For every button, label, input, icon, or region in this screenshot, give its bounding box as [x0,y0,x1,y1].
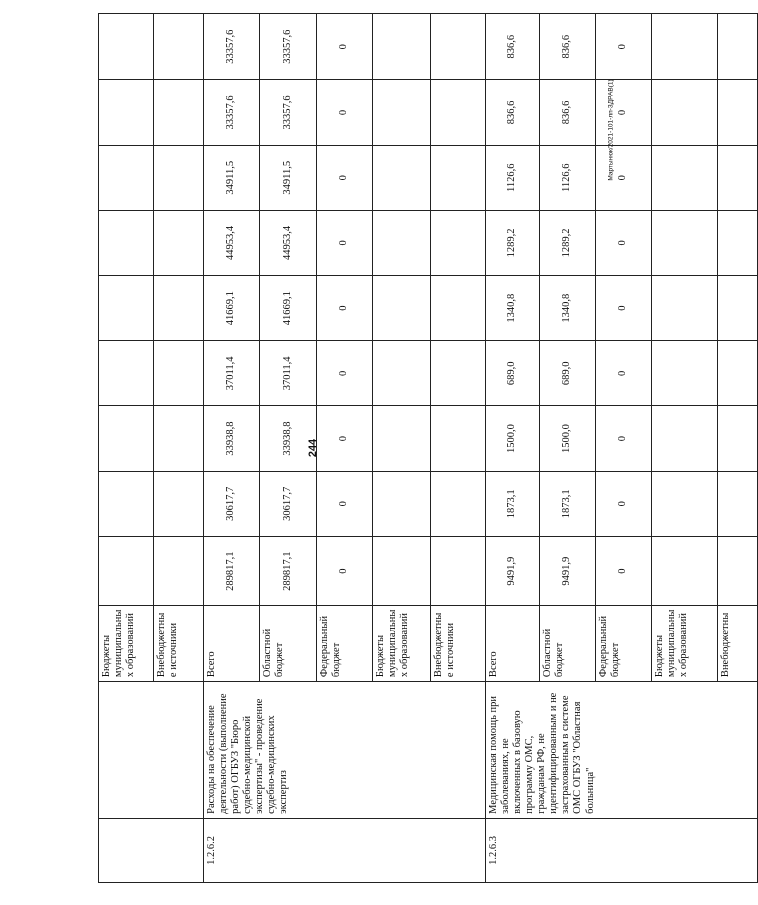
amount-cell [99,471,154,536]
amount-cell: 1873,1 [540,471,596,536]
funding-source: Внебюджетны [718,606,758,682]
amount-cell [431,145,486,210]
amount-cell: 44953,4 [204,210,260,275]
amount-cell: 0 [596,80,652,145]
amount-cell: 0 [317,471,373,536]
amount-cell [431,471,486,536]
amount-cell [652,341,718,406]
amount-cell [99,536,154,605]
amount-cell: 33938,8 [260,406,317,471]
amount-cell: 0 [317,406,373,471]
amount-cell: 836,6 [540,80,596,145]
amount-cell: 34911,5 [260,145,317,210]
funding-source: Всего [204,606,260,682]
amount-cell [373,406,431,471]
table-row [204,14,260,883]
page-number: 244 [307,438,319,458]
amount-cell [652,210,718,275]
amount-cell: 30617,7 [204,471,260,536]
amount-cell [373,80,431,145]
amount-cell [373,210,431,275]
amount-cell [99,80,154,145]
amount-cell [431,210,486,275]
amount-cell: 0 [596,536,652,605]
amount-cell: 1500,0 [540,406,596,471]
amount-cell [154,80,204,145]
amount-cell: 289817,1 [260,536,317,605]
table-row [486,14,540,883]
amount-cell [154,14,204,80]
amount-cell [718,406,758,471]
amount-cell [154,536,204,605]
funding-source: Всего [486,606,540,682]
amount-cell [718,14,758,80]
amount-cell: 0 [596,471,652,536]
funding-source: Бюджеты муниципальны х образований [652,606,718,682]
item-code: 1.2.6.3 [486,818,758,882]
amount-cell [154,406,204,471]
amount-cell: 0 [317,145,373,210]
amount-cell [154,276,204,341]
amount-cell: 33938,8 [204,406,260,471]
amount-cell: 41669,1 [260,276,317,341]
amount-cell: 289817,1 [204,536,260,605]
amount-cell: 44953,4 [260,210,317,275]
amount-cell: 9491,9 [486,536,540,605]
amount-cell: 1340,8 [486,276,540,341]
amount-cell [99,276,154,341]
amount-cell: 41669,1 [204,276,260,341]
amount-cell: 34911,5 [204,145,260,210]
amount-cell: 33357,6 [204,14,260,80]
amount-cell [718,276,758,341]
document-code: Мартынюк/2021-101-лп-ЗДРАВ(1) [607,79,615,181]
amount-cell: 1873,1 [486,471,540,536]
item-description: Медицинская помощь при заболеваниях, не включенных в базовую программу ОМС, гражданам РФ, не идентифицированным и не застрахованным в системе ОМС ОГБУЗ "Областная больница" [486,682,758,819]
amount-cell [431,536,486,605]
amount-cell [373,471,431,536]
amount-cell: 836,6 [486,14,540,80]
amount-cell: 689,0 [486,341,540,406]
amount-cell: 0 [596,341,652,406]
amount-cell: 0 [317,14,373,80]
amount-cell [99,14,154,80]
amount-cell [373,276,431,341]
amount-cell: 0 [596,145,652,210]
amount-cell: 0 [317,210,373,275]
funding-source: Внебюджетны е источники [431,606,486,682]
amount-cell: 0 [317,536,373,605]
funding-source: Бюджеты муниципальны х образований [373,606,431,682]
amount-cell: 1340,8 [540,276,596,341]
amount-cell [373,14,431,80]
amount-cell: 9491,9 [540,536,596,605]
amount-cell [373,145,431,210]
amount-cell: 0 [596,276,652,341]
funding-source: Внебюджетны е источники [154,606,204,682]
amount-cell [652,80,718,145]
amount-cell: 836,6 [540,14,596,80]
amount-cell [99,145,154,210]
amount-cell: 1126,6 [486,145,540,210]
funding-table [98,13,758,883]
amount-cell: 836,6 [486,80,540,145]
funding-source: Федеральный бюджет [596,606,652,682]
amount-cell: 0 [317,341,373,406]
item-code [99,818,204,882]
amount-cell: 37011,4 [260,341,317,406]
amount-cell: 0 [596,406,652,471]
amount-cell [373,341,431,406]
amount-cell: 0 [317,276,373,341]
amount-cell [99,341,154,406]
table-body [99,14,758,883]
amount-cell [718,80,758,145]
amount-cell: 0 [596,210,652,275]
amount-cell: 1500,0 [486,406,540,471]
amount-cell [154,341,204,406]
funding-source: Бюджеты муниципальны х образований [99,606,154,682]
amount-cell [154,145,204,210]
amount-cell: 37011,4 [204,341,260,406]
table-row [99,14,154,883]
funding-source: Областной бюджет [260,606,317,682]
amount-cell [154,210,204,275]
funding-source: Областной бюджет [540,606,596,682]
amount-cell [431,341,486,406]
amount-cell [652,276,718,341]
amount-cell [99,210,154,275]
amount-cell [718,145,758,210]
amount-cell: 0 [596,14,652,80]
amount-cell: 30617,7 [260,471,317,536]
amount-cell: 33357,6 [204,80,260,145]
amount-cell [431,406,486,471]
amount-cell [652,471,718,536]
amount-cell [154,471,204,536]
item-description: Расходы на обеспечение деятельности (выполнение работ) ОГБУЗ "Бюро судебно-медицинской экспертизы" - проведение судебно-медицинских экспертиз [204,682,486,819]
amount-cell: 0 [317,80,373,145]
amount-cell [652,406,718,471]
amount-cell [431,276,486,341]
amount-cell [373,536,431,605]
amount-cell [431,14,486,80]
funding-source: Федеральный бюджет [317,606,373,682]
amount-cell [718,210,758,275]
amount-cell: 1126,6 [540,145,596,210]
amount-cell: 1289,2 [540,210,596,275]
amount-cell: 689,0 [540,341,596,406]
amount-cell [431,80,486,145]
amount-cell [718,471,758,536]
item-code: 1.2.6.2 [204,818,486,882]
amount-cell [652,536,718,605]
amount-cell [652,14,718,80]
amount-cell [718,536,758,605]
amount-cell [99,406,154,471]
amount-cell [718,341,758,406]
amount-cell: 33357,6 [260,14,317,80]
amount-cell: 1289,2 [486,210,540,275]
amount-cell: 33357,6 [260,80,317,145]
item-description [99,682,204,819]
amount-cell [652,145,718,210]
